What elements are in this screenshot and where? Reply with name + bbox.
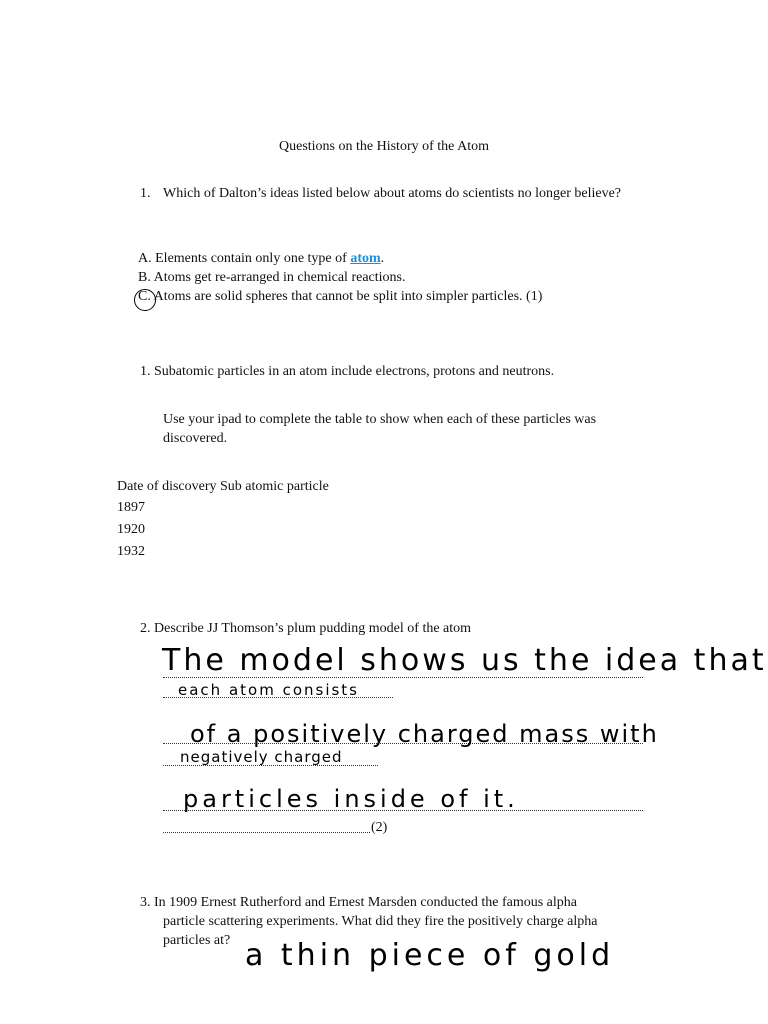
answer-circle-mark: [134, 289, 156, 311]
option-c: [138, 287, 542, 306]
handwritten-answer-line: each atom consists: [178, 681, 359, 699]
question-number: 1.: [140, 186, 151, 201]
option-text: Atoms get re-arranged in chemical reactions.: [153, 270, 406, 285]
option-letter: B.: [138, 270, 151, 285]
atom-link[interactable]: atom: [350, 251, 381, 266]
question-2-instruction-cont: discovered.: [163, 431, 228, 446]
question-2-instruction: Use your ipad to complete the table to show when each of these particles was: [163, 412, 597, 427]
option-letter: C.: [138, 289, 151, 304]
option-b: [138, 268, 405, 287]
question-text: Which of Dalton’s ideas listed below about atoms do scientists no longer believe?: [163, 186, 622, 201]
table-row-year: 1897: [117, 500, 145, 515]
question-1: [140, 184, 652, 203]
table-row-year: 1932: [117, 544, 145, 559]
answer-line: [163, 832, 370, 833]
question-4-text: 3. In 1909 Ernest Rutherford and Ernest Marsden conducted the famous alpha: [140, 895, 577, 910]
question-4-text-cont: particle scattering experiments. What did they fire the positively charge alpha: [163, 914, 598, 929]
question-4-text-cont: particles at?: [163, 933, 231, 948]
question-3-text: 2. Describe JJ Thomson’s plum pudding model of the atom: [140, 621, 472, 636]
option-a: A. Elements contain only one type of atom.: [138, 251, 385, 266]
option-letter: A.: [138, 251, 152, 266]
handwritten-answer-line: negatively charged: [180, 748, 343, 766]
handwritten-answer: a thin piece of gold: [245, 938, 615, 973]
option-text: Elements contain only one type of: [155, 251, 351, 266]
handwritten-answer-line: of a positively charged mass with: [190, 720, 659, 748]
option-text: Atoms are solid spheres that cannot be split into simpler particles. (1): [153, 289, 543, 304]
question-2-text: 1. Subatomic particles in an atom include electrons, protons and neutrons.: [140, 364, 555, 379]
table-header: Date of discovery Sub atomic particle: [117, 479, 329, 494]
handwritten-answer-line: particles inside of it.: [183, 785, 519, 813]
marks-label: (2): [371, 820, 388, 835]
handwritten-answer-line: The model shows us the idea that: [162, 643, 767, 678]
table-row-year: 1920: [117, 522, 145, 537]
document-title: Questions on the History of the Atom: [279, 139, 489, 154]
